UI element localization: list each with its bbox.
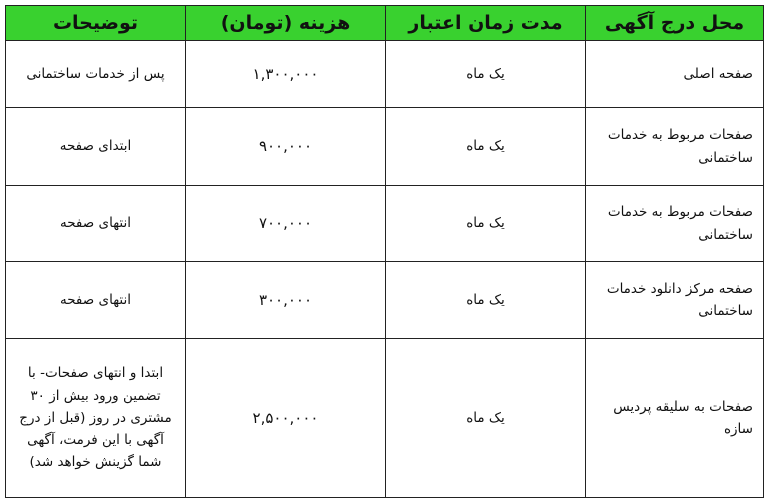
placement-cell: صفحات مربوط به خدمات ساختمانی xyxy=(586,108,764,186)
duration-cell: یک ماه xyxy=(386,262,586,339)
header-duration: مدت زمان اعتبار xyxy=(386,6,586,41)
placement-cell: صفحه اصلی xyxy=(586,41,764,108)
notes-cell: انتهای صفحه xyxy=(6,262,186,339)
placement-cell: صفحه مرکز دانلود خدمات ساختمانی xyxy=(586,262,764,339)
notes-cell: ابتدای صفحه xyxy=(6,108,186,186)
table-row xyxy=(6,339,764,498)
notes-cell: انتهای صفحه xyxy=(6,186,186,262)
cost-cell: ۱,۳۰۰,۰۰۰ xyxy=(186,41,386,108)
table-row xyxy=(6,108,764,186)
duration-cell: یک ماه xyxy=(386,339,586,498)
cost-cell: ۷۰۰,۰۰۰ xyxy=(186,186,386,262)
cost-cell: ۲,۵۰۰,۰۰۰ xyxy=(186,339,386,498)
cost-cell: ۹۰۰,۰۰۰ xyxy=(186,108,386,186)
duration-cell: یک ماه xyxy=(386,186,586,262)
table-row xyxy=(6,41,764,108)
placement-cell: صفحات به سلیقه پردیس سازه xyxy=(586,339,764,498)
table-row xyxy=(6,186,764,262)
ad-pricing-table xyxy=(5,5,764,498)
header-cost: هزینه (تومان) xyxy=(186,6,386,41)
notes-cell: پس از خدمات ساختمانی xyxy=(6,41,186,108)
duration-cell: یک ماه xyxy=(386,108,586,186)
header-notes: توضیحات xyxy=(6,6,186,41)
header-row xyxy=(6,6,764,41)
cost-cell: ۳۰۰,۰۰۰ xyxy=(186,262,386,339)
notes-cell: ابتدا و انتهای صفحات- با تضمین ورود بیش از ۳۰ مشتری در روز (قبل از درج آگهی با این فرمت، آگهی شما گزینش خواهد شد) xyxy=(6,339,186,498)
duration-cell: یک ماه xyxy=(386,41,586,108)
table-row xyxy=(6,262,764,339)
placement-cell: صفحات مربوط به خدمات ساختمانی xyxy=(586,186,764,262)
header-placement: محل درج آگهی xyxy=(586,6,764,41)
